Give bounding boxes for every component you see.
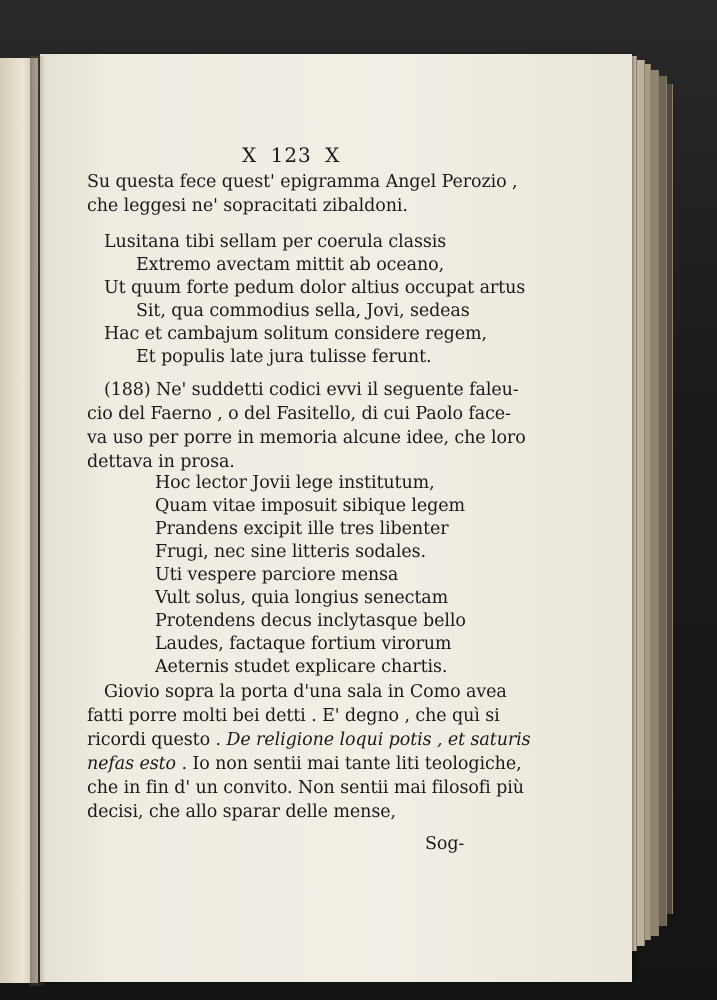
- book-page: [40, 54, 632, 982]
- poem-line: Ut quum forte pedum dolor altius occupat artus: [104, 278, 526, 298]
- paragraph-line: va uso per porre in memoria alcune idee, che loro: [87, 428, 526, 448]
- paragraph-line: dettava in prosa.: [87, 452, 235, 472]
- poem-line: Protendens decus inclytasque bello: [155, 611, 466, 631]
- paragraph-line: decisi, che allo sparar delle mense,: [87, 802, 396, 822]
- paragraph-line: [87, 730, 531, 750]
- page-header: [242, 143, 340, 167]
- intro-line: Su questa fece quest' epigramma Angel Perozio ,: [87, 172, 518, 192]
- poem-line: Hac et cambajum solitum considere regem,: [104, 324, 487, 344]
- catchword: Sog-: [425, 834, 465, 854]
- paragraph-line: fatti porre molti bei detti . E' degno , che quì si: [87, 706, 500, 726]
- poem-line: Frugi, nec sine litteris sodales.: [155, 542, 426, 562]
- paragraph-text: . Io non sentii mai tante liti teologiche,: [176, 754, 522, 774]
- poem-line: Lusitana tibi sellam per coerula classis: [104, 232, 447, 252]
- poem-line: Laudes, factaque fortium virorum: [155, 634, 452, 654]
- header-ornament-left: Ⅹ: [242, 143, 258, 167]
- poem-line: Aeternis studet explicare chartis.: [155, 657, 448, 677]
- poem-line: Sit, qua commodius sella, Jovi, sedeas: [136, 301, 470, 321]
- header-ornament-right: Ⅹ: [325, 143, 341, 167]
- poem-line: Prandens excipit ille tres libenter: [155, 519, 449, 539]
- paragraph-text: ricordi questo .: [87, 730, 227, 750]
- latin-motto: nefas esto: [87, 754, 176, 774]
- intro-line: che leggesi ne' sopracitati zibaldoni.: [87, 196, 408, 216]
- book-gutter: [30, 56, 44, 986]
- paragraph-line: (188) Ne' suddetti codici evvi il seguente faleu-: [104, 380, 519, 400]
- latin-motto: De religione loqui potis , et saturis: [226, 730, 531, 750]
- poem-line: Vult solus, quia longius senectam: [155, 588, 449, 608]
- poem-line: Uti vespere parciore mensa: [155, 565, 399, 585]
- poem-line: Hoc lector Jovii lege institutum,: [155, 473, 435, 493]
- page-number: 123: [270, 143, 312, 167]
- paragraph-line: Giovio sopra la porta d'una sala in Como avea: [104, 682, 507, 702]
- poem-line: Et populis late jura tulisse ferunt.: [136, 347, 432, 367]
- poem-line: Quam vitae imposuit sibique legem: [155, 496, 466, 516]
- paragraph-line: che in fin d' un convito. Non sentii mai filosofi più: [87, 778, 524, 798]
- poem-line: Extremo avectam mittit ab oceano,: [136, 255, 445, 275]
- paragraph-line: cio del Faerno , o del Fasitello, di cui Paolo face-: [87, 404, 511, 424]
- paragraph-line: [87, 754, 522, 774]
